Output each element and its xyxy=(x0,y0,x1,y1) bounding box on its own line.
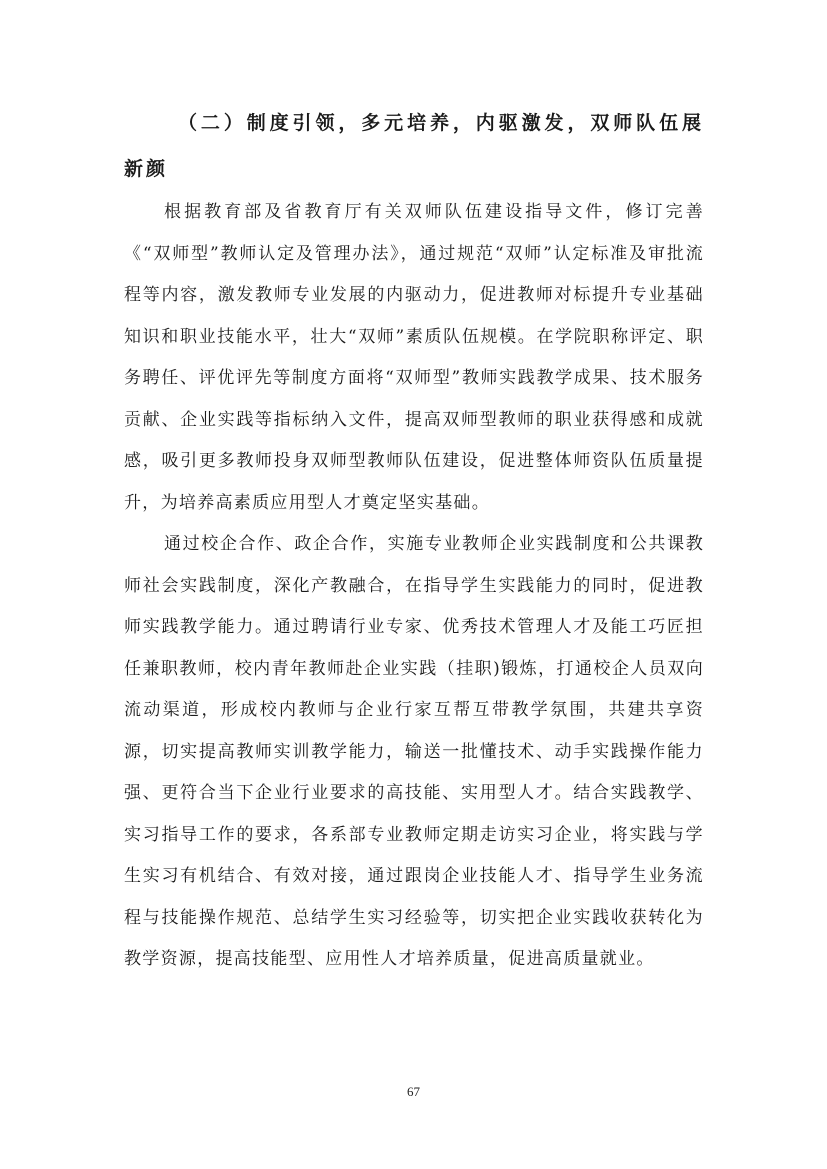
paragraph-dual-teacher-policy: 根据教育部及省教育厅有关双师队伍建设指导文件，修订完善《“双师型”教师认定及管理办法》，通过规范“双师”认定标准及审批流程等内容，激发教师专业发展的内驱动力，促进教师对标提升专业基础知识和职业技能水平，壮大“双师”素质队伍规模。在学院职称评定、职务聘任、评优评先等制度方面将“双师型”教师实践教学成果、技术服务贡献、企业实践等指标纳入文件，提高双师型教师的职业获得感和成就感，吸引更多教师投身双师型教师队伍建设，促进整体师资队伍质量提升，为培养高素质应用型人才奠定坚实基础。 xyxy=(124,202,704,513)
document-body xyxy=(124,100,704,981)
section-heading: （二）制度引领，多元培养，内驱激发，双师队伍展新颜 xyxy=(124,112,704,180)
page-number: 67 xyxy=(407,1084,420,1099)
paragraph-school-enterprise-cooperation: 通过校企合作、政企合作，实施专业教师企业实践制度和公共课教师社会实践制度，深化产教融合，在指导学生实践能力的同时，促进教师实践教学能力。通过聘请行业专家、优秀技术管理人才及能工巧匠担任兼职教师，校内青年教师赴企业实践（挂职)锻炼，打通校企人员双向流动渠道，形成校内教师与企业行家互帮互带教学氛围，共建共享资源，切实提高教师实训教学能力，输送一批懂技术、动手实践操作能力强、更符合当下企业行业要求的高技能、实用型人才。结合实践教学、实习指导工作的要求，各系部专业教师定期走访实习企业，将实践与学生实习有机结合、有效对接，通过跟岗企业技能人才、指导学生业务流程与技能操作规范、总结学生实习经验等，切实把企业实践收获转化为教学资源，提高技能型、应用性人才培养质量，促进高质量就业。 xyxy=(124,534,704,969)
